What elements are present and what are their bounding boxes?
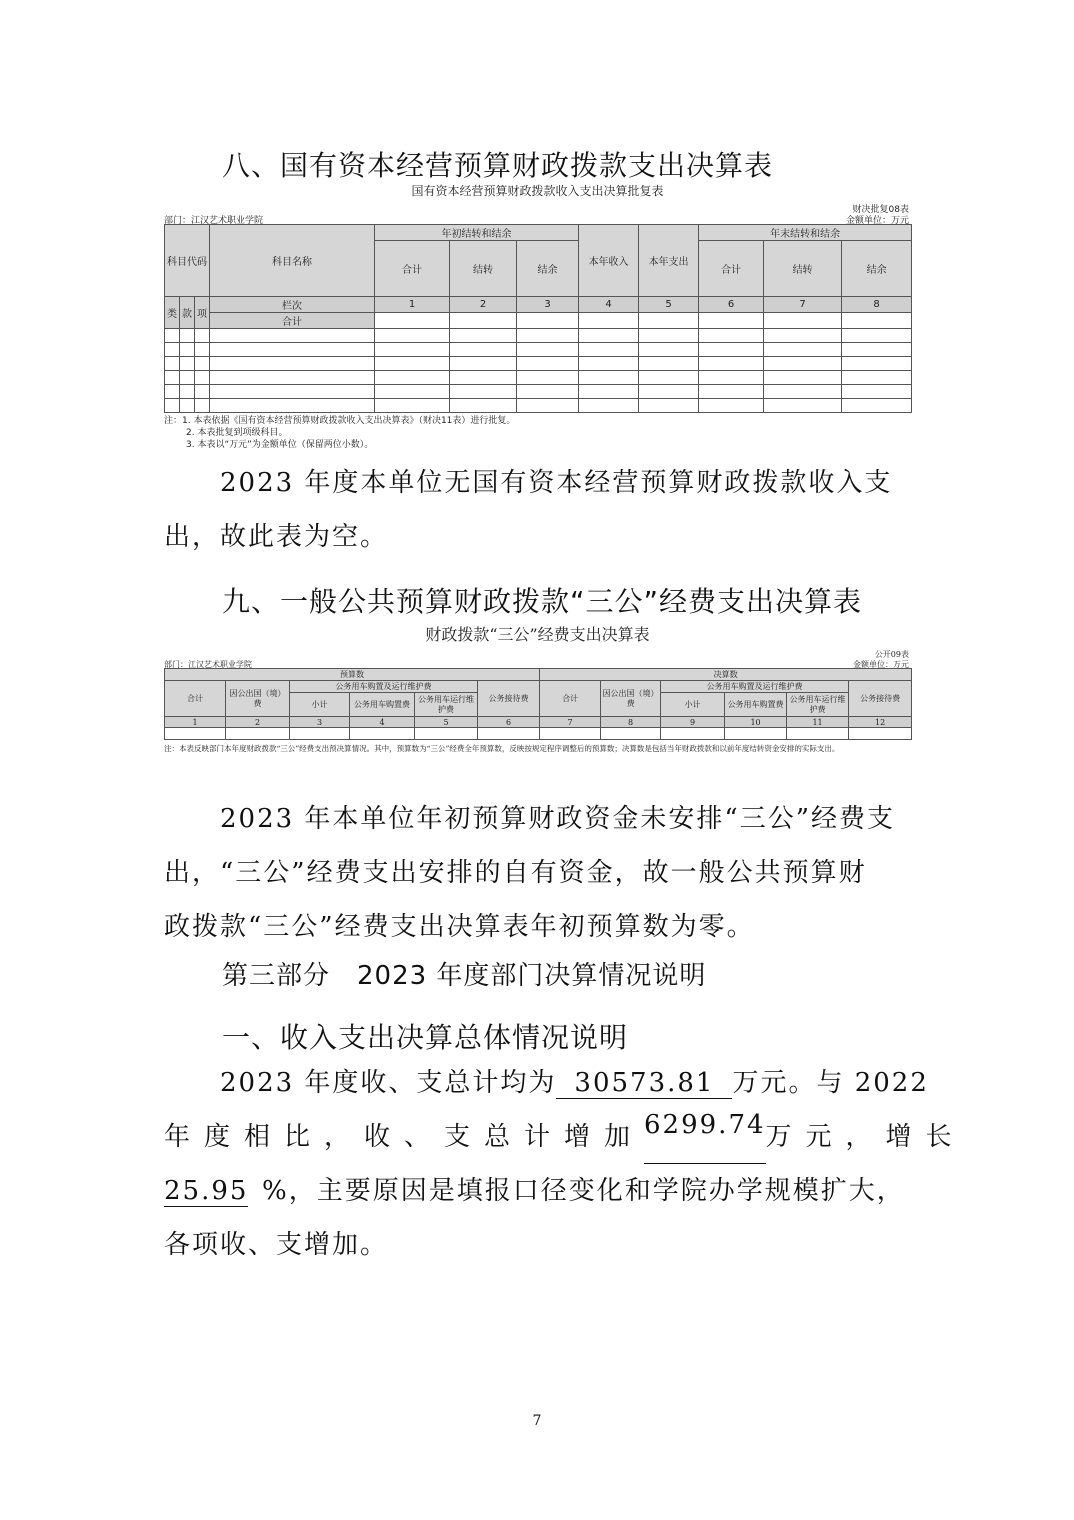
table-row: [165, 371, 912, 385]
state-capital-budget-table: [164, 182, 911, 450]
increase-amount-value: 6299.74: [644, 1110, 766, 1164]
table-title: 国有资本经营预算财政拨款收入支出决算批复表: [411, 184, 664, 198]
table-note: 2. 本表批复到项级科目。: [186, 428, 288, 438]
seq-cell: 2: [450, 297, 517, 313]
table-row: [165, 357, 912, 371]
seq-cell: 7: [764, 297, 842, 313]
seq-cell: 11: [787, 717, 849, 728]
col-abroad: 因公出国（境）费: [226, 681, 290, 717]
col-income: 本年收入: [579, 225, 639, 297]
col-subject-code: 科目代码: [165, 225, 210, 297]
col-purchase: 公务用车购置费: [350, 693, 415, 717]
seq-cell: 4: [579, 297, 639, 313]
part-3-subheading-1: 一、收入支出决算总体情况说明: [222, 1021, 629, 1054]
seq-cell: 7: [540, 717, 601, 728]
row-sequence-label: 栏次: [210, 297, 375, 313]
summary-text: 2023 年度收、支总计均为: [220, 1068, 557, 1098]
col-total: 合计: [165, 681, 226, 717]
summary-text: 万元，增长: [765, 1122, 966, 1152]
col-expense: 本年支出: [639, 225, 699, 297]
table-note: 注：1. 本表依据《国有资本经营预算财政拨款收入支出决算表》（财决11表）进行批复。: [164, 416, 516, 426]
seq-cell: 4: [350, 717, 415, 728]
seq-cell: 1: [165, 717, 226, 728]
col-reception: 公务接待费: [849, 681, 912, 717]
col-end-carry: 结转: [764, 241, 842, 297]
col-begin-carry: 结转: [450, 241, 517, 297]
col-kuan: 款: [180, 297, 195, 329]
group-budget: 预算数: [165, 669, 540, 681]
paragraph-line: 出，故此表为空。: [164, 522, 389, 552]
summary-text: 各项收、支增加。: [164, 1230, 389, 1260]
col-vehicle-group: 公务用车购置及运行维护费: [290, 681, 478, 693]
income-expense-summary-paragraph: [164, 1056, 966, 1272]
seq-cell: 3: [290, 717, 350, 728]
table-note: 3. 本表以“万元”为金额单位（保留两位小数）。: [186, 440, 374, 450]
summary-text: 万元。与 2022: [732, 1068, 929, 1098]
unit-label: 金额单位：万元: [845, 216, 909, 226]
col-operation: 公务用车运行维护费: [787, 693, 849, 717]
growth-percent-value: 25.95: [164, 1176, 249, 1206]
seq-cell: 8: [601, 717, 661, 728]
seq-cell: 6: [478, 717, 540, 728]
col-subtotal: 小计: [661, 693, 725, 717]
col-subject-name: 科目名称: [210, 225, 375, 297]
col-purchase: 公务用车购置费: [725, 693, 787, 717]
table-title: 财政拨款“三公”经费支出决算表: [425, 625, 650, 644]
table-row: [165, 399, 912, 413]
table-note: 注：本表反映部门本年度财政拨款“三公”经费支出预决算情况。其中，预算数为“三公”经费全年预算数，反映按规定程序调整后的预算数；决算数是包括当年财政拨款和以前年度结转资金安排的实际支出。: [164, 744, 840, 753]
three-public-expenses-table: [164, 622, 911, 778]
section-8-paragraph: [164, 456, 912, 564]
summary-text: %，主要原因是填报口径变化和学院办学规模扩大，: [262, 1176, 905, 1206]
section-9-paragraph: [164, 792, 912, 954]
seq-cell: 12: [849, 717, 912, 728]
col-end-balance: 年末结转和结余: [699, 225, 912, 241]
seq-cell: 10: [725, 717, 787, 728]
seq-cell: 6: [699, 297, 764, 313]
table-row: [165, 343, 912, 357]
paragraph-line: 2023 年度本单位无国有资本经营预算财政拨款收入支: [220, 468, 893, 498]
total-amount-value: 30573.81: [556, 1068, 732, 1099]
table-row: [165, 329, 912, 343]
col-total: 合计: [540, 681, 601, 717]
col-reception: 公务接待费: [478, 681, 540, 717]
col-vehicle-group: 公务用车购置及运行维护费: [661, 681, 849, 693]
paragraph-line: 2023 年本单位年初预算财政资金未安排“三公”经费支: [220, 804, 896, 834]
department-label: 部门：江汉艺术职业学院: [164, 216, 264, 226]
form-number: 公开09表: [874, 650, 909, 659]
page-number: 7: [532, 1413, 542, 1429]
unit-label: 金额单位：万元: [853, 660, 909, 669]
col-abroad: 因公出国（境）费: [601, 681, 661, 717]
seq-cell: 9: [661, 717, 725, 728]
col-xiang: 项: [195, 297, 210, 329]
department-label: 部门：江汉艺术职业学院: [164, 660, 252, 669]
seq-cell: 8: [842, 297, 912, 313]
col-operation: 公务用车运行维护费: [415, 693, 478, 717]
row-total-label: 合计: [210, 313, 375, 329]
section-8-heading: 八、国有资本经营预算财政拨款支出决算表: [222, 149, 774, 182]
col-end-surplus: 结余: [842, 241, 912, 297]
seq-cell: 3: [517, 297, 579, 313]
summary-text: 年度相比，收、支总计增加: [164, 1122, 645, 1152]
seq-cell: 5: [415, 717, 478, 728]
table-row: [165, 728, 912, 740]
col-end-total: 合计: [699, 241, 764, 297]
seq-cell: 2: [226, 717, 290, 728]
part-3-heading: 第三部分 2023 年度部门决算情况说明: [222, 961, 707, 991]
group-final: 决算数: [540, 669, 912, 681]
paragraph-line: 出，“三公”经费支出安排的自有资金，故一般公共预算财: [164, 858, 867, 888]
col-lei: 类: [165, 297, 180, 329]
table-row: [165, 385, 912, 399]
col-subtotal: 小计: [290, 693, 350, 717]
seq-cell: 1: [375, 297, 450, 313]
paragraph-line: 政拨款“三公”经费支出决算表年初预算数为零。: [164, 912, 755, 942]
seq-cell: 5: [639, 297, 699, 313]
col-begin-balance: 年初结转和结余: [375, 225, 579, 241]
form-number: 财决批复08表: [852, 205, 909, 215]
col-begin-surplus: 结余: [517, 241, 579, 297]
col-begin-total: 合计: [375, 241, 450, 297]
section-9-heading: 九、一般公共预算财政拨款“三公”经费支出决算表: [222, 585, 863, 618]
